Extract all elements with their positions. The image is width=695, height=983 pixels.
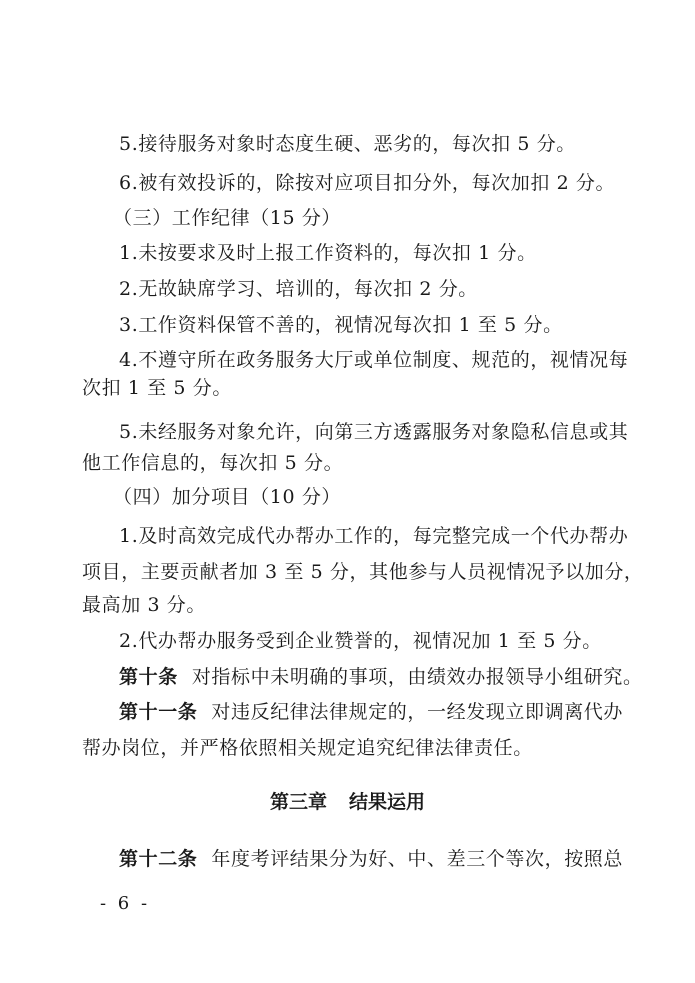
article-number: 第十条 bbox=[119, 666, 178, 688]
paragraph-continuation: 项目，主要贡献者加 3 至 5 分，其他参与人员视情况予以加分， bbox=[82, 561, 644, 583]
chapter-heading bbox=[0, 790, 695, 814]
article-number: 第十一条 bbox=[119, 701, 198, 723]
paragraph-continuation: 他工作信息的，每次扣 5 分。 bbox=[82, 452, 344, 474]
article-text: 年度考评结果分为好、中、差三个等次，按照总 bbox=[211, 848, 624, 870]
paragraph: 1.未按要求及时上报工作资料的，每次扣 1 分。 bbox=[119, 242, 537, 264]
section-heading: （四）加分项目（10 分） bbox=[113, 486, 342, 508]
paragraph-continuation: 帮办岗位，并严格依照相关规定追究纪律法律责任。 bbox=[82, 737, 533, 759]
article-text: 对指标中未明确的事项，由绩效办报领导小组研究。 bbox=[191, 666, 643, 688]
paragraph: 5.未经服务对象允许，向第三方透露服务对象隐私信息或其 bbox=[119, 421, 629, 443]
paragraph: 1.及时高效完成代办帮办工作的，每完整完成一个代办帮办 bbox=[119, 525, 629, 547]
article bbox=[119, 665, 643, 689]
chapter-number: 第三章 bbox=[269, 791, 327, 813]
chapter-title: 结果运用 bbox=[349, 791, 426, 813]
paragraph: 3.工作资料保管不善的，视情况每次扣 1 至 5 分。 bbox=[119, 314, 563, 336]
paragraph: 4.不遵守所在政务服务大厅或单位制度、规范的，视情况每 bbox=[119, 349, 629, 371]
paragraph: 6.被有效投诉的，除按对应项目扣分外，每次加扣 2 分。 bbox=[119, 172, 616, 194]
paragraph-continuation: 次扣 1 至 5 分。 bbox=[82, 377, 232, 399]
paragraph: 2.无故缺席学习、培训的，每次扣 2 分。 bbox=[119, 278, 478, 300]
article bbox=[119, 700, 623, 724]
page-number: - 6 - bbox=[100, 893, 151, 914]
article bbox=[119, 847, 623, 871]
article-text: 对违反纪律法律规定的，一经发现立即调离代办 bbox=[211, 701, 624, 723]
paragraph: 5.接待服务对象时态度生硬、恶劣的，每次扣 5 分。 bbox=[119, 133, 576, 155]
paragraph-continuation: 最高加 3 分。 bbox=[82, 594, 206, 616]
paragraph: 2.代办帮办服务受到企业赞誉的，视情况加 1 至 5 分。 bbox=[119, 630, 602, 652]
article-number: 第十二条 bbox=[119, 848, 198, 870]
section-heading: （三）工作纪律（15 分） bbox=[113, 207, 342, 229]
